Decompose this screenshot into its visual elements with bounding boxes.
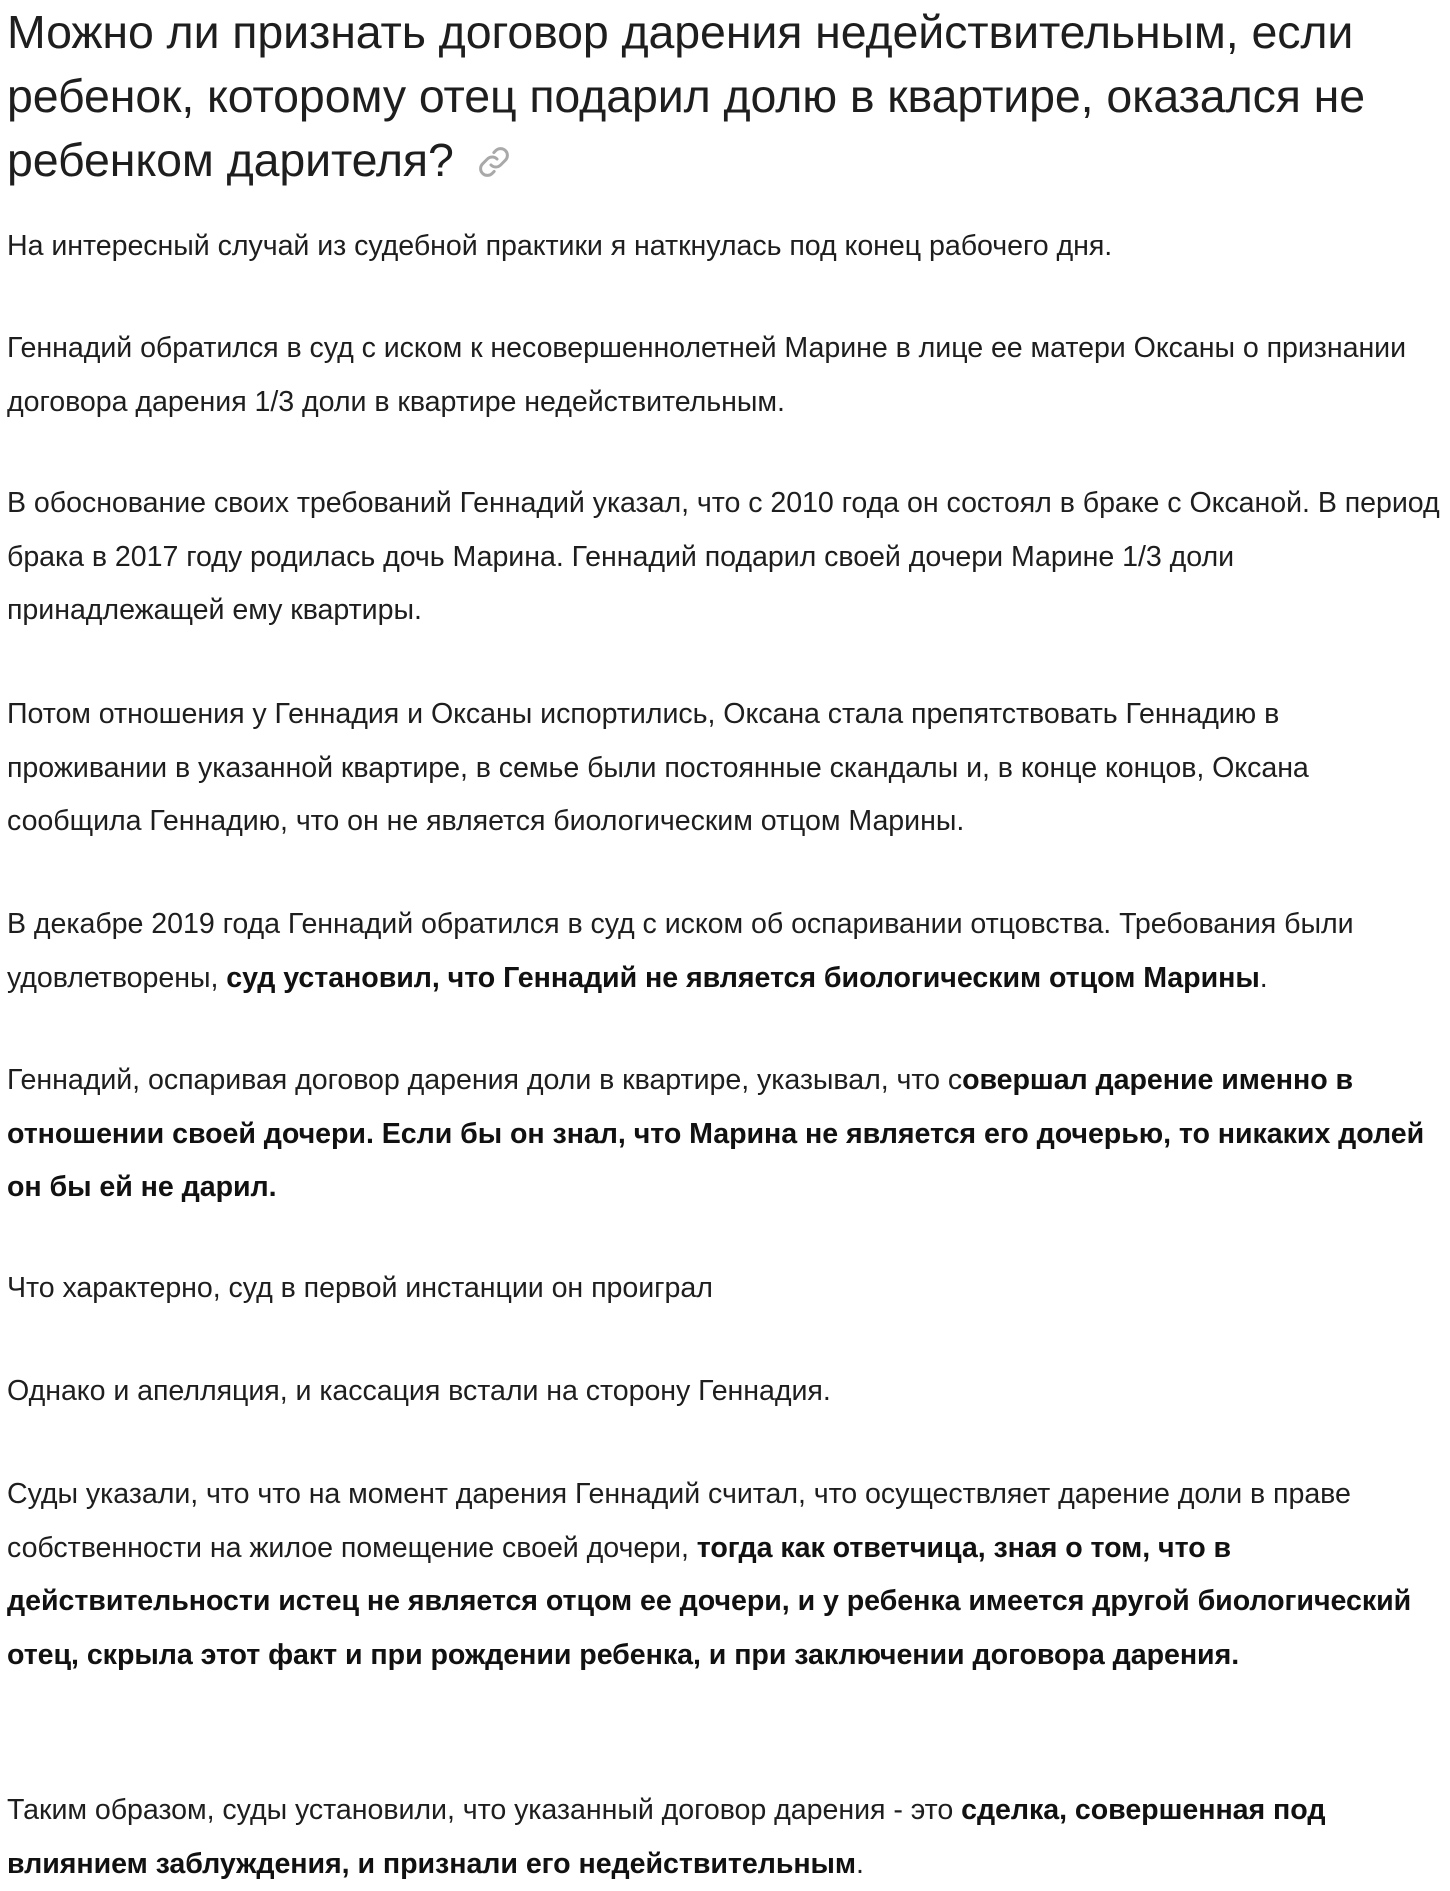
paragraph-text: В декабре 2019 года Геннадий обратился в суд с иском об оспаривании отцовства. Требования были удовлетворены, [7, 908, 1354, 994]
paragraph-bold-text: овершал дарение именно в отношении своей дочери. Если бы он знал, что Марина не является его дочерью, то никаких долей он бы ей не дарил. [7, 1064, 1425, 1203]
paragraph [7, 322, 1444, 429]
paragraph [7, 1365, 1444, 1419]
paragraph [7, 477, 1444, 638]
paragraph [7, 1054, 1444, 1215]
article-title-text: Можно ли признать договор дарения недействительным, если ребенок, которому отец подарил долю в квартире, оказался не ребенком дарителя? [7, 6, 1365, 186]
paragraph [7, 220, 1444, 274]
paragraph [7, 1784, 1444, 1891]
paragraph-text: Что характерно, суд в первой инстанции он проиграл [7, 1272, 713, 1304]
paragraph [7, 1468, 1444, 1682]
link-icon[interactable] [476, 132, 512, 168]
paragraph-text: Суды указали, что что на момент дарения Геннадий считал, что осуществляет дарение доли в праве собственности на жилое помещение своей дочери, [7, 1478, 1351, 1564]
paragraph-text: Однако и апелляция, и кассация встали на сторону Геннадия. [7, 1375, 831, 1407]
paragraph-text: Таким образом, суды установили, что указанный договор дарения - это [7, 1794, 962, 1826]
paragraph-text: На интересный случай из судебной практики я наткнулась под конец рабочего дня. [7, 230, 1113, 262]
paragraph-tail-text: . [856, 1847, 864, 1880]
paragraph [7, 898, 1444, 1005]
paragraph-text: Потом отношения у Геннадия и Оксаны испортились, Оксана стала препятствовать Геннадию в проживании в указанной квартире, в семье были постоянные скандалы и, в конце концов, Оксана сообщила Геннадию, что он не является биологическим отцом Марины. [7, 698, 1309, 837]
paragraph-tail-text: . [1259, 961, 1268, 994]
paragraph-bold-text: суд установил, что Геннадий не является биологическим отцом Марины [226, 961, 1260, 994]
paragraph-bold-text: тогда как ответчица, зная о том, что в действительности истец не является отцом ее дочери, и у ребенка имеется другой биологический отец, скрыла этот факт и при рождении ребенка, и при заключении договора дарения. [7, 1531, 1412, 1671]
article-title [7, 0, 1444, 192]
paragraph-text: В обоснование своих требований Геннадий указал, что с 2010 года он состоял в браке с Оксаной. В период брака в 2017 году родилась дочь Марина. Геннадий подарил своей дочери Марине 1/3 доли принадлежащей ему квартиры. [7, 487, 1440, 626]
paragraph-bold-text: сделка, совершенная под влиянием заблуждения, и признали его недействительным [7, 1794, 1326, 1880]
paragraph-text: Геннадий обратился в суд с иском к несовершеннолетней Марине в лице ее матери Оксаны о признании договора дарения 1/3 доли в квартире недействительным. [7, 332, 1407, 418]
paragraph-text: Геннадий, оспаривая договор дарения доли в квартире, указывал, что с [7, 1064, 963, 1096]
paragraph [7, 688, 1444, 849]
paragraph [7, 1262, 1444, 1316]
